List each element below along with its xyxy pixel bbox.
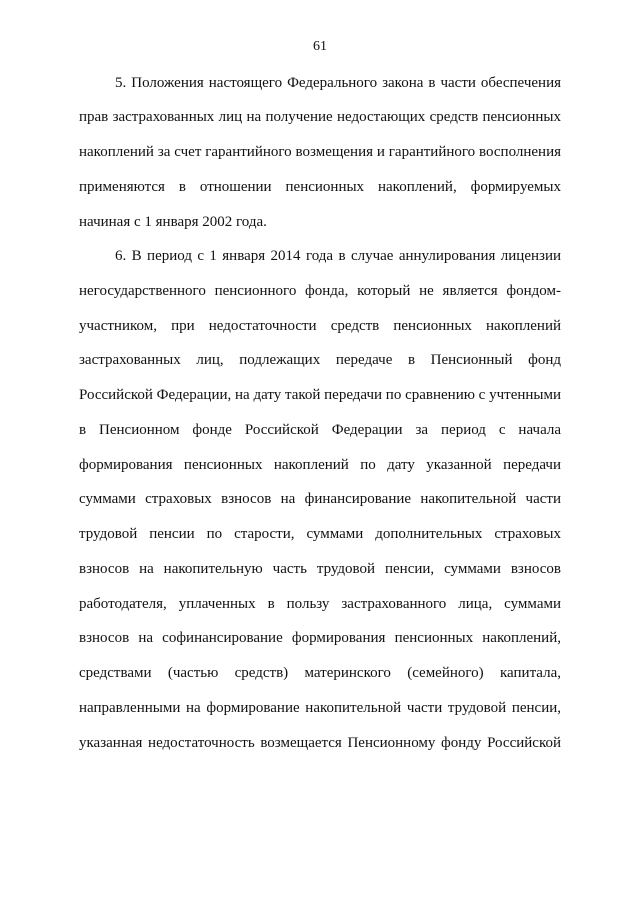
text-line: средствами (частью средств) материнского (семейного) капитала, bbox=[79, 665, 561, 681]
text-line: указанная недостаточность возмещается Пенсионному фонду Российской bbox=[79, 735, 561, 751]
text-line: начиная с 1 января 2002 года. bbox=[79, 214, 267, 230]
text-line: в Пенсионном фонде Российской Федерации за период с начала bbox=[79, 422, 561, 438]
text-line: направленными на формирование накопительной части трудовой пенсии, bbox=[79, 700, 561, 716]
text-line: работодателя, уплаченных в пользу застрахованного лица, суммами bbox=[79, 596, 561, 612]
text-line: трудовой пенсии по старости, суммами дополнительных страховых bbox=[79, 526, 561, 542]
text-line: суммами страховых взносов на финансирование накопительной части bbox=[79, 491, 561, 507]
text-line: взносов на софинансирование формирования пенсионных накоплений, bbox=[79, 630, 561, 646]
text-line: застрахованных лиц, подлежащих передаче в Пенсионный фонд bbox=[79, 352, 561, 368]
text-line: 6. В период с 1 января 2014 года в случае аннулирования лицензии bbox=[115, 248, 561, 264]
page-number: 61 bbox=[313, 39, 327, 54]
text-line: прав застрахованных лиц на получение недостающих средств пенсионных bbox=[79, 109, 561, 125]
text-line: накоплений за счет гарантийного возмещения и гарантийного восполнения bbox=[79, 144, 561, 160]
text-line: взносов на накопительную часть трудовой пенсии, суммами взносов bbox=[79, 561, 561, 577]
text-line: формирования пенсионных накоплений по дату указанной передачи bbox=[79, 457, 561, 473]
text-line: Российской Федерации, на дату такой передачи по сравнению с учтенными bbox=[79, 387, 561, 403]
text-line: применяются в отношении пенсионных накоплений, формируемых bbox=[79, 179, 561, 195]
text-line: участником, при недостаточности средств пенсионных накоплений bbox=[79, 318, 561, 334]
text-line: негосударственного пенсионного фонда, который не является фондом- bbox=[79, 283, 561, 299]
text-line: 5. Положения настоящего Федерального закона в части обеспечения bbox=[115, 75, 561, 91]
